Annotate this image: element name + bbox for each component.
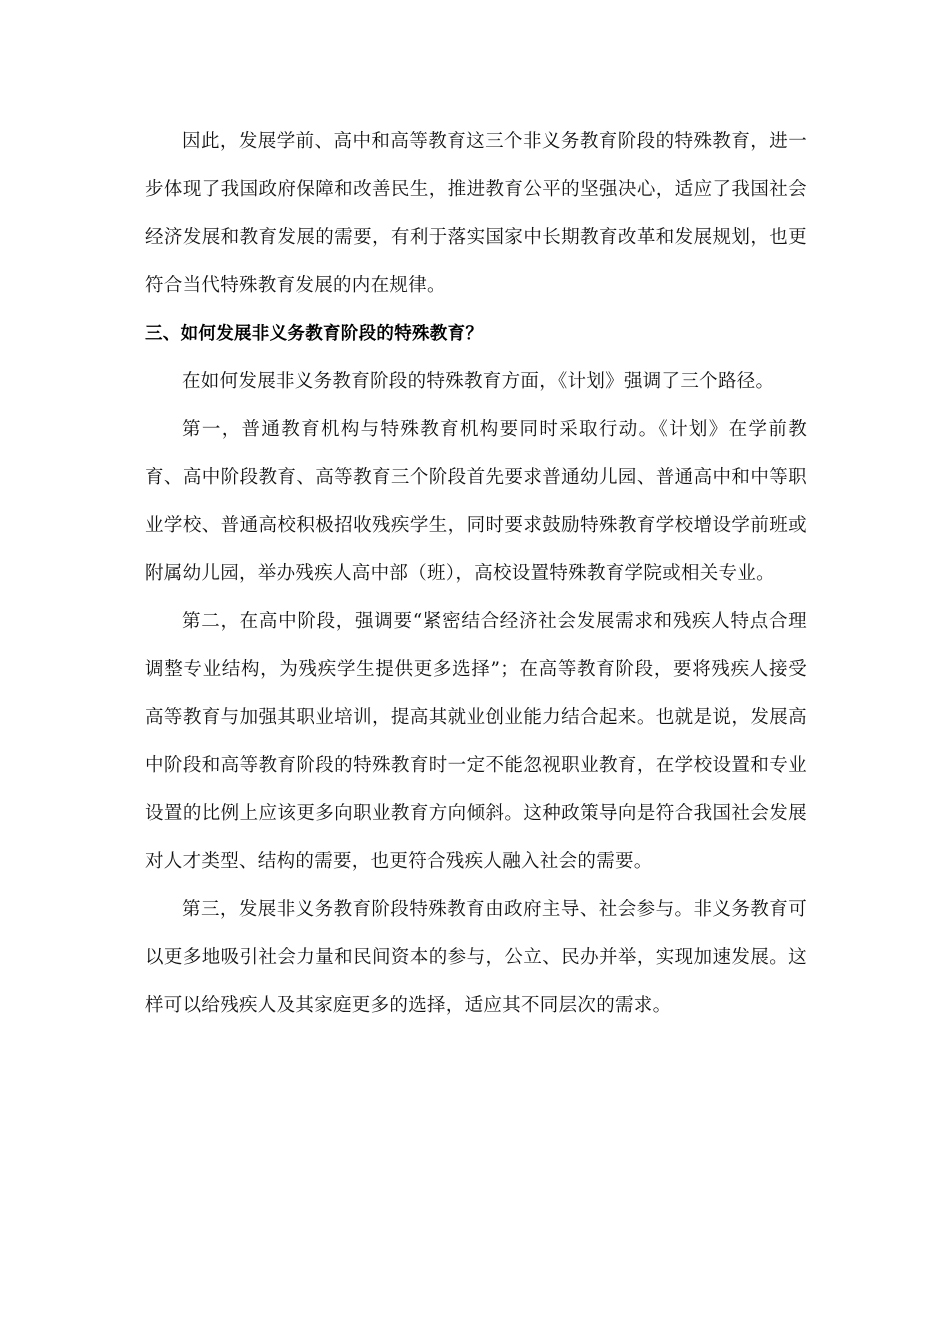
paragraph-intro-paths: 在如何发展非义务教育阶段的特殊教育方面，《计划》强调了三个路径。 [182, 371, 775, 392]
paragraph-path-third: 第三，发展非义务教育阶段特殊教育由政府主导、社会参与。非义务教育可以更多地吸引社会力量和民间资本的参与，公立、民办并举，实现加速发展。这样可以给残疾人及其家庭更多的选择，适应其不同层次的需求。 [145, 899, 807, 1016]
paragraph-path-first: 第一，普通教育机构与特殊教育机构要同时采取行动。《计划》在学前教育、高中阶段教育、高等教育三个阶段首先要求普通幼儿园、普通高中和中等职业学校、普通高校积极招收残疾学生，同时要求鼓励特殊教育学校增设学前班或附属幼儿园，举办残疾人高中部（班），高校设置特殊教育学院或相关专业。 [145, 419, 807, 584]
paragraph-conclusion: 因此，发展学前、高中和高等教育这三个非义务教育阶段的特殊教育，进一步体现了我国政府保障和改善民生，推进教育公平的坚强决心，适应了我国社会经济发展和教育发展的需要，有利于落实国家中长期教育改革和发展规划，也更符合当代特殊教育发展的内在规律。 [145, 131, 807, 296]
section-heading-3: 三、如何发展非义务教育阶段的特殊教育？ [145, 324, 484, 344]
document-body [145, 118, 807, 1030]
paragraph-path-second: 第二，在高中阶段，强调要“紧密结合经济社会发展需求和残疾人特点合理调整专业结构，为残疾学生提供更多选择”；在高等教育阶段，要将残疾人接受高等教育与加强其职业培训，提高其就业创业能力结合起来。也就是说，发展高中阶段和高等教育阶段的特殊教育时一定不能忽视职业教育，在学校设置和专业设置的比例上应该更多向职业教育方向倾斜。这种政策导向是符合我国社会发展对人才类型、结构的需要，也更符合残疾人融入社会的需要。 [145, 611, 807, 872]
